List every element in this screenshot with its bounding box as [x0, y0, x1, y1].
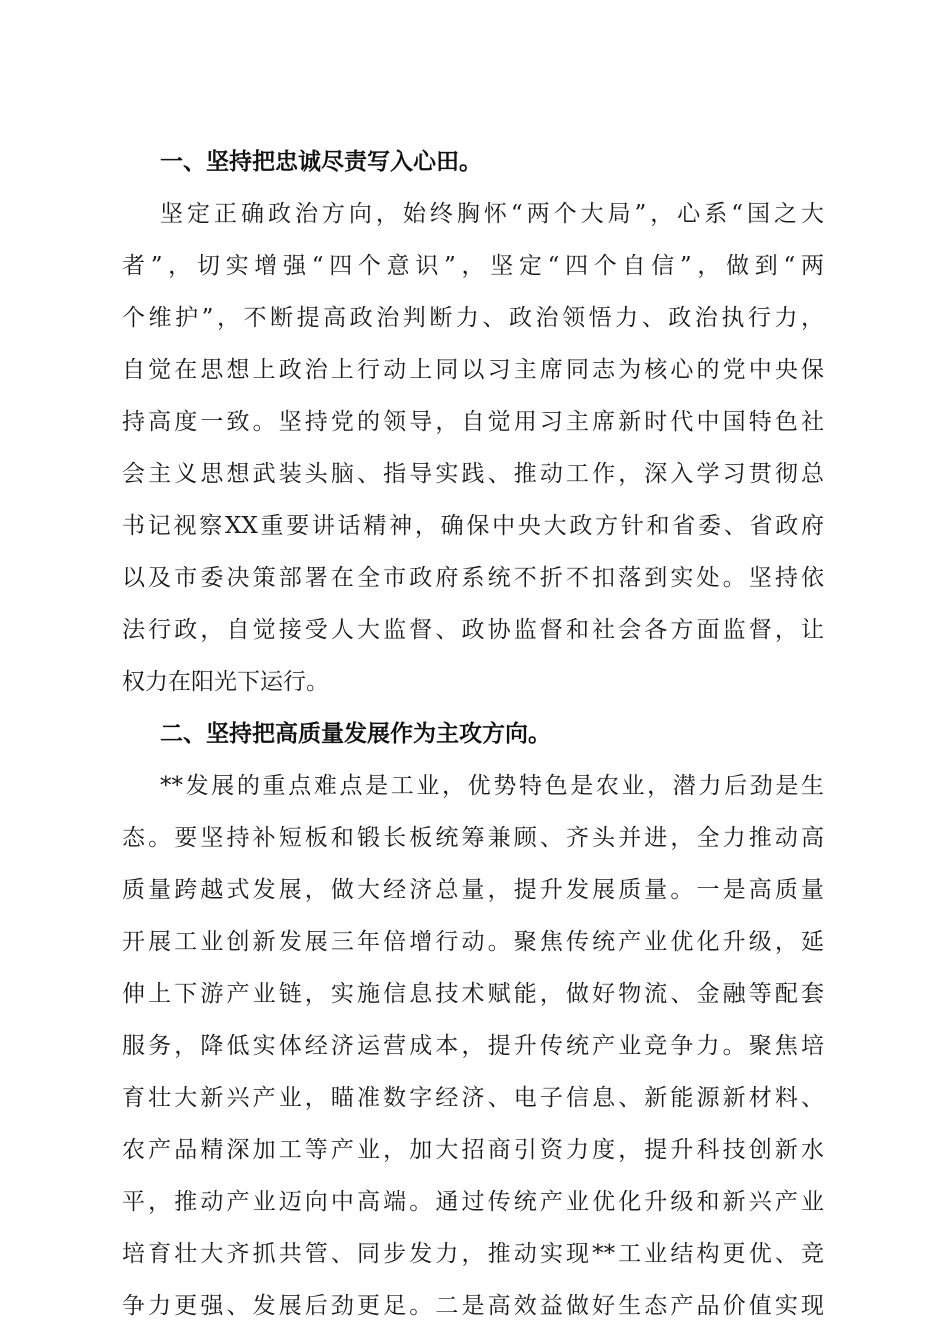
text-line: 会主义思想武装头脑、指导实践、推动工作，深入学习贯彻总: [122, 461, 824, 487]
text-line: 权力在阳光下运行。: [122, 669, 329, 695]
text-line: 坚定正确政治方向，始终胸怀“两个大局”，心系“国之大: [160, 201, 824, 227]
section-heading-1: 一、坚持把忠诚尽责写入心田。: [160, 149, 482, 175]
text-line: 培育壮大齐抓共管、同步发力，推动实现**工业结构更优、竞: [122, 1241, 824, 1267]
text-line: 以及市委决策部署在全市政府系统不折不扣落到实处。坚持依: [122, 565, 824, 591]
text-line: 服务，降低实体经济运营成本，提升传统产业竞争力。聚焦培: [122, 1033, 824, 1059]
paragraph-political-direction: [122, 188, 824, 708]
text-line: 个维护”，不断提高政治判断力、政治领悟力、政治执行力，: [122, 305, 824, 331]
paragraph-high-quality-development: [122, 760, 824, 1332]
text-line: 农产品精深加工等产业，加大招商引资力度，提升科技创新水: [122, 1137, 824, 1163]
text-line: 自觉在思想上政治上行动上同以习主席同志为核心的党中央保: [122, 357, 824, 383]
text-line: 者”，切实增强“四个意识”，坚定“四个自信”，做到“两: [122, 253, 824, 279]
text-line: 持高度一致。坚持党的领导，自觉用习主席新时代中国特色社: [122, 409, 824, 435]
text-line: 书记视察XX重要讲话精神，确保中央大政方针和省委、省政府: [122, 513, 824, 539]
text-line: **发展的重点难点是工业，优势特色是农业，潜力后劲是生: [160, 773, 824, 799]
text-line: 平，推动产业迈向中高端。通过传统产业优化升级和新兴产业: [122, 1189, 824, 1215]
section-heading-2: 二、坚持把高质量发展作为主攻方向。: [160, 721, 551, 747]
document-body: [122, 136, 824, 1332]
text-line: 争力更强、发展后劲更足。二是高效益做好生态产品价值实现: [122, 1293, 824, 1319]
text-line: 法行政，自觉接受人大监督、政协监督和社会各方面监督，让: [122, 617, 824, 643]
text-line: 开展工业创新发展三年倍增行动。聚焦传统产业优化升级，延: [122, 929, 824, 955]
text-line: 伸上下游产业链，实施信息技术赋能，做好物流、金融等配套: [122, 981, 824, 1007]
text-line: 育壮大新兴产业，瞄准数字经济、电子信息、新能源新材料、: [122, 1085, 824, 1111]
text-line: 态。要坚持补短板和锻长板统筹兼顾、齐头并进，全力推动高: [122, 825, 824, 851]
text-line: 质量跨越式发展，做大经济总量，提升发展质量。一是高质量: [122, 877, 824, 903]
